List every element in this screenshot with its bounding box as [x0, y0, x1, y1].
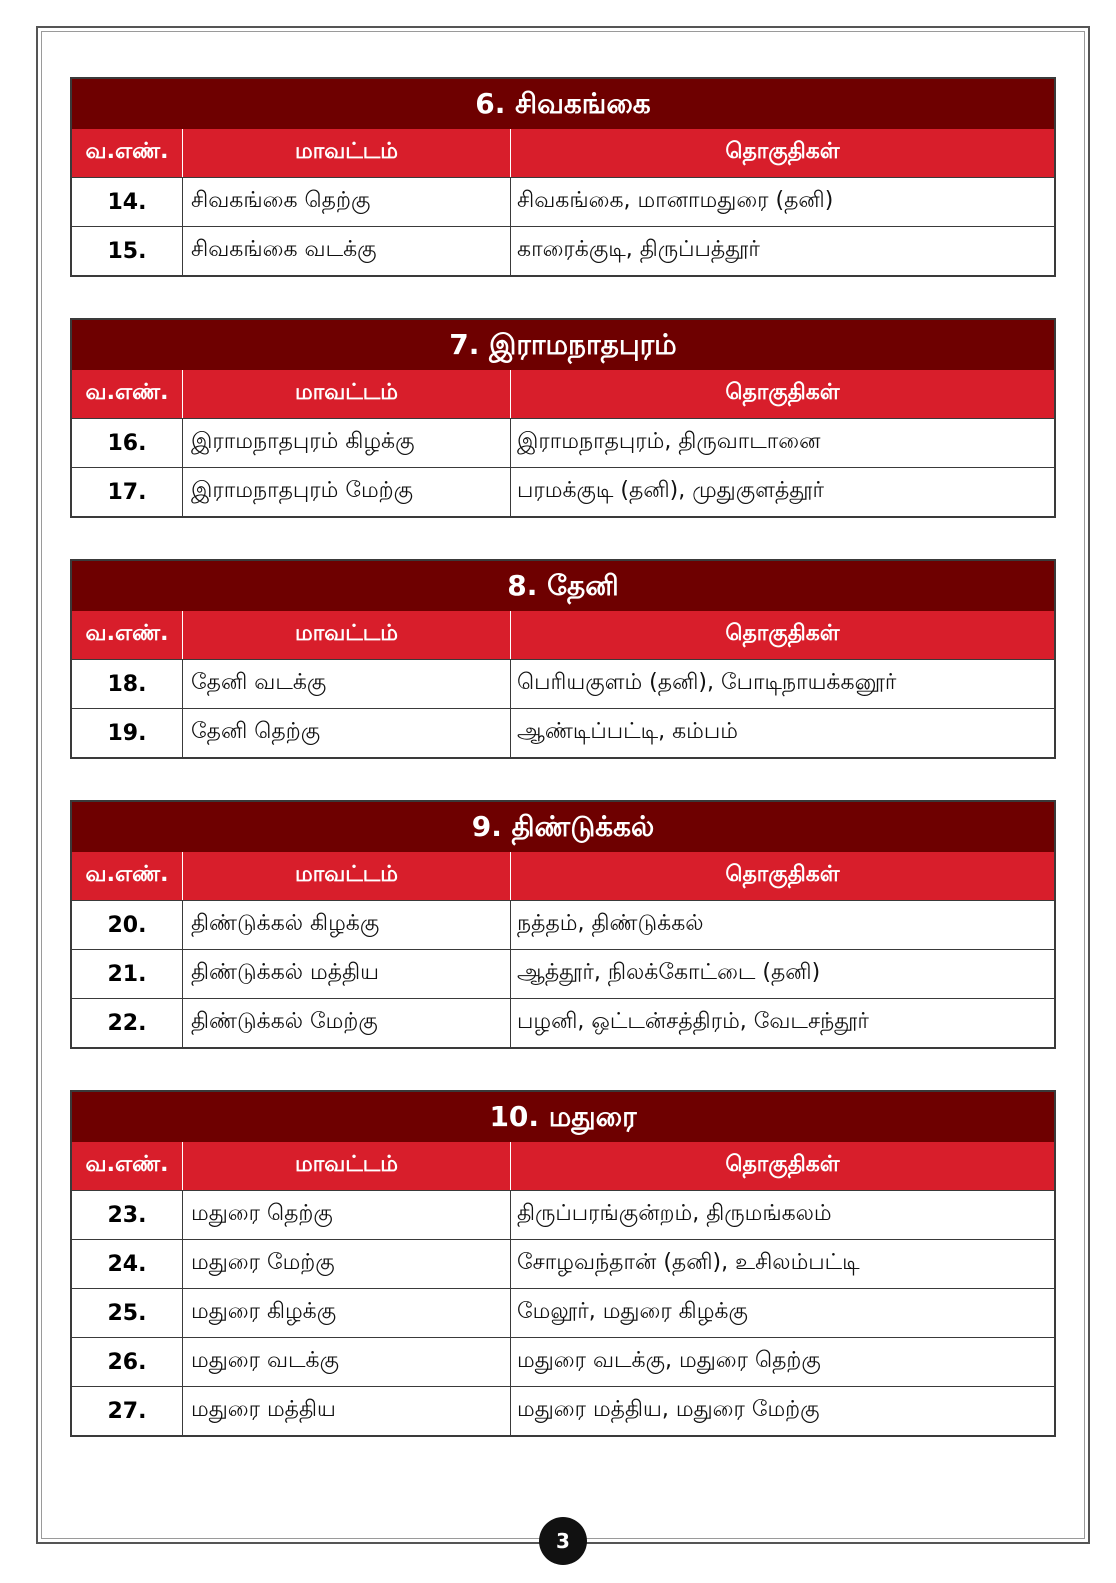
row-constituencies: மதுரை மத்திய, மதுரை மேற்கு — [510, 1387, 1054, 1435]
header-num: வ.எண். — [85, 139, 169, 164]
table-row — [72, 708, 1054, 757]
row-num: 22. — [107, 1010, 147, 1036]
header-num: வ.எண். — [85, 380, 169, 405]
header-district: மாவட்டம் — [182, 129, 510, 177]
row-constituencies: பரமக்குடி (தனி), முதுகுளத்தூர் — [510, 468, 1054, 516]
table-header-row — [72, 1142, 1054, 1190]
row-num: 25. — [107, 1300, 147, 1326]
header-constituencies: தொகுதிகள் — [510, 129, 1054, 177]
header-constituencies: தொகுதிகள் — [510, 852, 1054, 900]
table-row — [72, 900, 1054, 949]
row-num: 21. — [107, 961, 147, 987]
row-num: 26. — [107, 1349, 147, 1375]
row-num: 16. — [107, 430, 147, 456]
row-constituencies: மதுரை வடக்கு, மதுரை தெற்கு — [510, 1338, 1054, 1386]
row-district: சிவகங்கை தெற்கு — [182, 178, 510, 226]
row-district: திண்டுக்கல் மத்திய — [182, 950, 510, 998]
table-row — [72, 467, 1054, 516]
row-num: 17. — [107, 479, 147, 505]
row-constituencies: காரைக்குடி, திருப்பத்தூர் — [510, 227, 1054, 275]
row-num: 23. — [107, 1202, 147, 1228]
row-district: திண்டுக்கல் கிழக்கு — [182, 901, 510, 949]
table-header-row — [72, 129, 1054, 177]
header-district: மாவட்டம் — [182, 611, 510, 659]
district-table-sivagangai — [70, 77, 1056, 277]
row-constituencies: இராமநாதபுரம், திருவாடானை — [510, 419, 1054, 467]
row-district: மதுரை மேற்கு — [182, 1240, 510, 1288]
district-table-ramanathapuram — [70, 318, 1056, 518]
row-district: தேனி தெற்கு — [182, 709, 510, 757]
row-district: மதுரை கிழக்கு — [182, 1289, 510, 1337]
row-num: 27. — [107, 1398, 147, 1424]
row-district: சிவகங்கை வடக்கு — [182, 227, 510, 275]
table-row — [72, 418, 1054, 467]
header-district: மாவட்டம் — [182, 1142, 510, 1190]
district-table-madurai — [70, 1090, 1056, 1437]
header-constituencies: தொகுதிகள் — [510, 370, 1054, 418]
table-row — [72, 659, 1054, 708]
row-district: மதுரை மத்திய — [182, 1387, 510, 1435]
header-num: வ.எண். — [85, 862, 169, 887]
header-num: வ.எண். — [85, 621, 169, 646]
table-row — [72, 1239, 1054, 1288]
district-table-dindigul — [70, 800, 1056, 1049]
table-row — [72, 1337, 1054, 1386]
row-district: தேனி வடக்கு — [182, 660, 510, 708]
table-header-row — [72, 611, 1054, 659]
row-num: 18. — [107, 671, 147, 697]
row-district: மதுரை தெற்கு — [182, 1191, 510, 1239]
page-number-badge: 3 — [539, 1517, 587, 1565]
district-title: 6. சிவகங்கை — [72, 79, 1054, 129]
table-row — [72, 177, 1054, 226]
header-constituencies: தொகுதிகள் — [510, 611, 1054, 659]
row-district: இராமநாதபுரம் மேற்கு — [182, 468, 510, 516]
row-constituencies: பழனி, ஒட்டன்சத்திரம், வேடசந்தூர் — [510, 999, 1054, 1047]
table-row — [72, 998, 1054, 1047]
district-title: 10. மதுரை — [72, 1092, 1054, 1142]
row-district: மதுரை வடக்கு — [182, 1338, 510, 1386]
district-title: 7. இராமநாதபுரம் — [72, 320, 1054, 370]
row-num: 24. — [107, 1251, 147, 1277]
row-constituencies: நத்தம், திண்டுக்கல் — [510, 901, 1054, 949]
table-row — [72, 949, 1054, 998]
table-row — [72, 1288, 1054, 1337]
table-header-row — [72, 852, 1054, 900]
header-num: வ.எண். — [85, 1152, 169, 1177]
district-table-theni — [70, 559, 1056, 759]
header-constituencies: தொகுதிகள் — [510, 1142, 1054, 1190]
district-title: 8. தேனி — [72, 561, 1054, 611]
header-district: மாவட்டம் — [182, 370, 510, 418]
table-header-row — [72, 370, 1054, 418]
header-district: மாவட்டம் — [182, 852, 510, 900]
row-num: 19. — [107, 720, 147, 746]
row-constituencies: சிவகங்கை, மானாமதுரை (தனி) — [510, 178, 1054, 226]
row-constituencies: ஆண்டிப்பட்டி, கம்பம் — [510, 709, 1054, 757]
table-row — [72, 1386, 1054, 1435]
row-constituencies: மேலூர், மதுரை கிழக்கு — [510, 1289, 1054, 1337]
row-district: திண்டுக்கல் மேற்கு — [182, 999, 510, 1047]
row-num: 20. — [107, 912, 147, 938]
row-num: 15. — [107, 238, 147, 264]
row-district: இராமநாதபுரம் கிழக்கு — [182, 419, 510, 467]
table-row — [72, 1190, 1054, 1239]
table-row — [72, 226, 1054, 275]
row-constituencies: சோழவந்தான் (தனி), உசிலம்பட்டி — [510, 1240, 1054, 1288]
row-constituencies: பெரியகுளம் (தனி), போடிநாயக்கனூர் — [510, 660, 1054, 708]
district-title: 9. திண்டுக்கல் — [72, 802, 1054, 852]
row-constituencies: திருப்பரங்குன்றம், திருமங்கலம் — [510, 1191, 1054, 1239]
row-num: 14. — [107, 189, 147, 215]
row-constituencies: ஆத்தூர், நிலக்கோட்டை (தனி) — [510, 950, 1054, 998]
